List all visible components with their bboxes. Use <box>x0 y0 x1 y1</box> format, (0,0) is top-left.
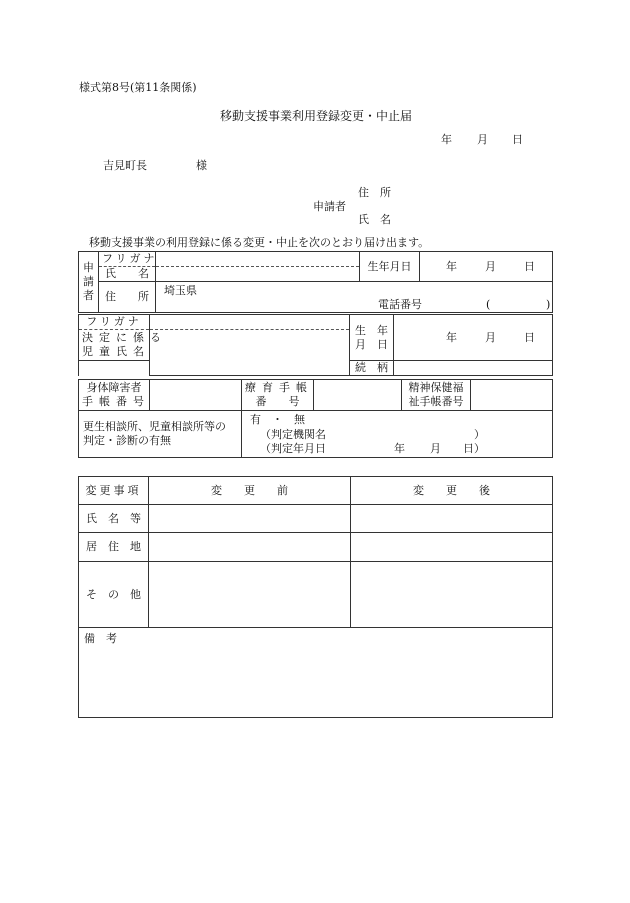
child-name-label: 決定に係る 児童氏名 <box>79 330 150 361</box>
yes-no-options[interactable]: 有 ・ 無 <box>250 413 305 426</box>
applicant-furigana-label: フリガナ <box>99 252 156 267</box>
certificate-table <box>78 379 553 458</box>
changes-table <box>78 476 553 718</box>
col-before: 変 更 前 <box>149 477 351 505</box>
consult-label: 更生相談所、児童相談所等の 判定・診断の有無 <box>79 411 242 458</box>
row-name-label: 氏 名 等 <box>79 505 149 533</box>
col-after: 変 更 後 <box>351 477 553 505</box>
remarks-field[interactable] <box>79 628 553 718</box>
form-number: 様式第8号(第11条関係) <box>79 81 197 94</box>
child-furigana-label: フリガナ <box>79 315 150 330</box>
name-before-field[interactable] <box>149 505 351 533</box>
phone-label: 電話番号 <box>378 298 422 311</box>
agency-close: ） <box>474 428 485 441</box>
date-month-label: 月 <box>477 133 488 146</box>
form-title: 移動支援事業利用登録変更・中止届 <box>220 109 413 123</box>
applicant-birthdate-label: 生年月日 <box>360 252 420 282</box>
applicant-birthdate-field[interactable]: 年 月 日 <box>420 252 553 282</box>
residence-after-field[interactable] <box>351 533 553 562</box>
other-before-field[interactable] <box>149 562 351 628</box>
judge-day: 日） <box>463 442 485 455</box>
child-furigana-field[interactable] <box>150 315 350 330</box>
applicant-name-label: 氏 名 <box>99 267 156 282</box>
phone-open-paren: ( <box>486 298 491 311</box>
header-name-label: 氏 名 <box>358 213 391 226</box>
date-day-label: 日 <box>512 133 523 146</box>
child-birthdate-label: 生 年 月 日 <box>350 315 394 361</box>
judge-month: 月 <box>430 442 441 455</box>
child-birthdate-field[interactable]: 年 月 日 <box>394 315 553 361</box>
addressee: 吉見町長 <box>103 159 147 172</box>
ryoiku-cert-label: 療育手帳 番 号 <box>242 380 314 411</box>
applicant-name-field[interactable] <box>156 267 360 282</box>
other-after-field[interactable] <box>351 562 553 628</box>
applicant-address-field[interactable] <box>156 282 553 313</box>
residence-before-field[interactable] <box>149 533 351 562</box>
col-change-item: 変更事項 <box>79 477 149 505</box>
intro-text: 移動支援事業の利用登録に係る変更・中止を次のとおり届け出ます。 <box>89 236 430 249</box>
mental-cert-field[interactable] <box>471 380 553 411</box>
child-relation-field[interactable] <box>394 361 553 376</box>
mental-cert-label: 精神保健福 祉手帳番号 <box>402 380 471 411</box>
phone-close-paren: ) <box>546 298 551 311</box>
physical-cert-label: 身体障害者 手帳番号 <box>79 380 150 411</box>
physical-cert-field[interactable] <box>150 380 242 411</box>
judge-year: 年 <box>394 442 405 455</box>
name-after-field[interactable] <box>351 505 553 533</box>
applicant-address-label: 住 所 <box>99 282 156 313</box>
applicant-furigana-field[interactable] <box>156 252 360 267</box>
child-relation-label: 続 柄 <box>350 361 394 376</box>
child-name-field[interactable] <box>150 330 350 376</box>
applicant-side-label: 申 請 者 <box>79 252 99 313</box>
judge-date-label: （判定年月日 <box>260 442 326 455</box>
remarks-label: 備 考 <box>84 632 117 645</box>
applicant-label: 申請者 <box>313 200 346 213</box>
prefecture-text: 埼玉県 <box>164 284 197 297</box>
date-year-label: 年 <box>441 133 452 146</box>
consult-field[interactable] <box>242 411 553 458</box>
honorific: 様 <box>196 159 207 172</box>
agency-label: （判定機関名 <box>260 428 326 441</box>
row-residence-label: 居 住 地 <box>79 533 149 562</box>
row-other-label: そ の 他 <box>79 562 149 628</box>
ryoiku-cert-field[interactable] <box>314 380 402 411</box>
header-address-label: 住 所 <box>358 186 391 199</box>
applicant-table <box>78 251 553 313</box>
child-table <box>78 314 553 376</box>
